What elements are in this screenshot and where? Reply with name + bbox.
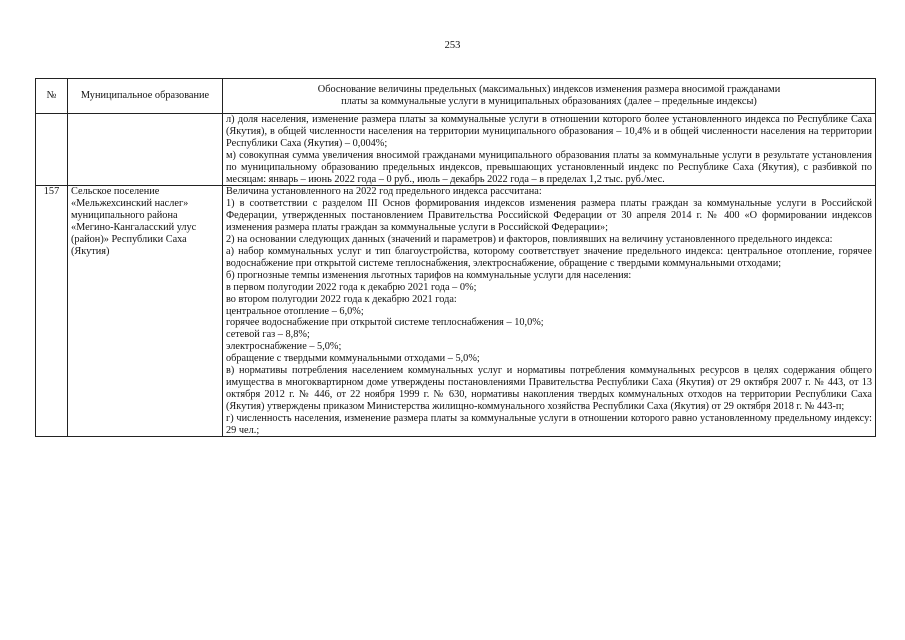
page-number: 253 xyxy=(444,40,461,51)
justification-paragraph: электроснабжение – 5,0%; xyxy=(226,341,342,353)
justification-paragraph: во втором полугодии 2022 года к декабрю 2021 года: xyxy=(226,293,457,305)
justification-paragraph: л) доля населения, изменение размера платы за коммунальные услуги в отношении которого более установленного индекса по Республике Саха (Якутия), в общей численности населения на территории муниципального образования – 10,4% и в общей численности населения на территории Республики Саха (Якутия) – 0,004%; xyxy=(226,114,872,149)
justification-paragraph: 1) в соответствии с разделом III Основ формирования индексов изменения размера платы граждан за коммунальные услуги в Российской Федерации, утвержденных постановлением Правительства Российской Федерации от 30 апреля 2014 г. № 400 «О формировании индексов изменения размера платы граждан за коммунальные услуги в Российской Федерации»; xyxy=(226,198,872,234)
justification-paragraph: Величина установленного на 2022 год предельного индекса рассчитана: xyxy=(226,186,542,198)
table-row xyxy=(36,186,876,437)
justification-paragraph: м) совокупная сумма увеличения вносимой гражданами муниципального образования платы за коммунальные услуги в результате установления по муниципальному образованию предельных индексов, превышающих установленный индекс по Республике Саха (Якутия), с разбивкой по месяцам: январь – июнь 2022 года – 0 руб., июль – декабрь 2022 года – в пределах 1,2 тыс. руб./мес. xyxy=(226,149,872,185)
table-row xyxy=(36,114,876,186)
header-justification-line-1: Обоснование величины предельных (максимальных) индексов изменения размера вносимой гражданами xyxy=(317,84,781,96)
row-municipality: Сельское поселение «Мельжехсинский наслег» муниципального района «Мегино-Кангаласский улус (район)» Республики Саха (Якутия) xyxy=(68,186,223,437)
justification-paragraph: г) численность населения, изменение размера платы за коммунальные услуги в отношении которого равно установленному предельному индексу: 29 чел.; xyxy=(226,412,872,436)
header-justification xyxy=(223,79,876,114)
justification-paragraph: горячее водоснабжение при открытой системе теплоснабжения – 10,0%; xyxy=(226,317,544,329)
limit-index-table xyxy=(35,78,876,437)
header-number: № xyxy=(36,79,68,114)
header-justification-line-2: платы за коммунальные услуги в муниципальных образованиях (далее – предельные индексы) xyxy=(341,96,757,107)
row-number: 157 xyxy=(36,186,68,437)
row-municipality xyxy=(68,114,223,186)
justification-paragraph: сетевой газ – 8,8%; xyxy=(226,329,310,341)
row-justification xyxy=(223,186,876,437)
table-header-row xyxy=(36,79,876,114)
row-number xyxy=(36,114,68,186)
justification-paragraph: а) набор коммунальных услуг и тип благоустройства, которому соответствует значение предельного индекса: центральное отопление, горячее водоснабжение при открытой системе теплоснабжения, электроснабжение, обращение с твердыми коммунальными отходами; xyxy=(226,245,872,269)
justification-paragraph: 2) на основании следующих данных (значений и параметров) и факторов, повлиявших на величину установленного предельного индекса: xyxy=(226,234,833,246)
header-municipality: Муниципальное образование xyxy=(68,79,223,114)
justification-paragraph: в) нормативы потребления населением коммунальных услуг и нормативы потребления коммунальных ресурсов в целях содержания общего имущества в многоквартирном доме утверждены постановлениями Правительства Республики Саха (Якутия) от 29 октября 2007 г. № 443, от 13 октября 2012 г. № 446, от 22 ноября 1999 г. № 630, нормативы накопления твердых коммунальных отходов на территории Республики Саха (Якутия) утверждены приказом Министерства жилищно-коммунального хозяйства Республики Саха (Якутия) от 29 октября 2018 г. № 443-п; xyxy=(226,365,872,412)
justification-paragraph: в первом полугодии 2022 года к декабрю 2021 года – 0%; xyxy=(226,281,477,293)
justification-paragraph: обращение с твердыми коммунальными отходами – 5,0%; xyxy=(226,353,480,365)
row-justification xyxy=(223,114,876,186)
justification-paragraph: центральное отопление – 6,0%; xyxy=(226,305,364,317)
justification-paragraph: б) прогнозные темпы изменения льготных тарифов на коммунальные услуги для населения: xyxy=(226,269,632,281)
